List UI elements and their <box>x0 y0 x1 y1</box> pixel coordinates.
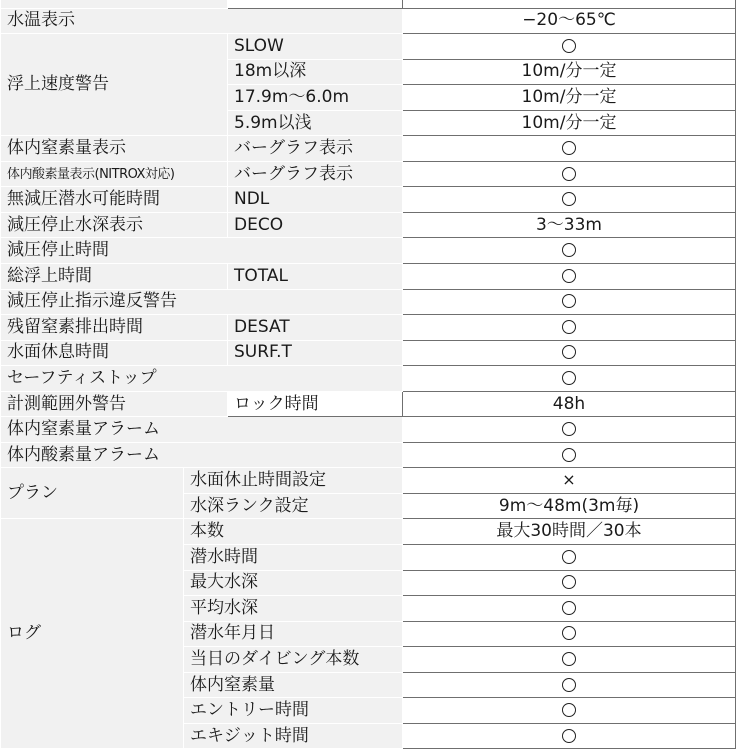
row-value: 10m/分一定 <box>403 59 736 85</box>
table-row <box>1 366 736 392</box>
circle-mark-icon <box>562 626 576 640</box>
row-sub: バーグラフ表示 <box>228 136 403 162</box>
row-label: 体内窒素量表示 <box>1 136 228 162</box>
log-item: 体内窒素量 <box>184 672 403 698</box>
log-item: エキジット時間 <box>184 723 403 749</box>
table-row <box>1 315 736 341</box>
table-row <box>1 136 736 162</box>
row-label: 計測範囲外警告 <box>1 391 228 417</box>
circle-mark-icon <box>562 729 576 743</box>
row-value <box>403 289 736 315</box>
row-value <box>403 417 736 443</box>
log-label: ログ <box>1 519 184 749</box>
row-label: 無減圧潜水可能時間 <box>1 187 228 213</box>
row-value <box>403 442 736 468</box>
table-row <box>1 468 736 494</box>
row-sub: TOTAL <box>228 264 403 290</box>
circle-mark-icon <box>562 652 576 666</box>
row-value <box>403 723 736 749</box>
row-sub <box>228 0 403 8</box>
row-sub: DECO <box>228 212 403 238</box>
table-row <box>1 391 736 417</box>
row-value <box>403 315 736 341</box>
plan-label: プラン <box>1 468 184 519</box>
table-row <box>1 8 736 34</box>
row-value <box>403 621 736 647</box>
log-item: 平均水深 <box>184 596 403 622</box>
circle-mark-icon <box>562 575 576 589</box>
row-label: セーフティストップ <box>1 366 403 392</box>
table-row <box>1 519 736 545</box>
circle-mark-icon <box>562 320 576 334</box>
row-label: 浮上速度警告 <box>1 34 228 136</box>
row-value <box>403 238 736 264</box>
row-value <box>403 672 736 698</box>
row-sub: SLOW <box>228 34 403 60</box>
circle-mark-icon <box>562 141 576 155</box>
row-value <box>403 187 736 213</box>
row-value <box>403 570 736 596</box>
plan-item: 水面休止時間設定 <box>184 468 403 494</box>
row-value: 10m/分一定 <box>403 85 736 111</box>
row-label: 水温表示 <box>1 8 403 34</box>
table-row <box>1 161 736 187</box>
circle-mark-icon <box>562 703 576 717</box>
row-sub: 18m以深 <box>228 59 403 85</box>
table-row <box>1 34 736 60</box>
row-sub: バーグラフ表示 <box>228 161 403 187</box>
row-value: 3〜33m <box>403 212 736 238</box>
circle-mark-icon <box>562 550 576 564</box>
row-value <box>403 647 736 673</box>
circle-mark-icon <box>562 601 576 615</box>
circle-mark-icon <box>562 422 576 436</box>
row-value <box>403 161 736 187</box>
table-row <box>1 340 736 366</box>
table-row <box>1 417 736 443</box>
table-row <box>1 238 736 264</box>
row-value <box>403 545 736 571</box>
row-sub: 17.9m〜6.0m <box>228 85 403 111</box>
log-item: 本数 <box>184 519 403 545</box>
row-label: 体内窒素量アラーム <box>1 417 403 443</box>
row-label: 減圧停止水深表示 <box>1 212 228 238</box>
table-row <box>1 442 736 468</box>
row-label: 水面休息時間 <box>1 340 228 366</box>
row-sub: NDL <box>228 187 403 213</box>
row-sub: DESAT <box>228 315 403 341</box>
circle-mark-icon <box>562 269 576 283</box>
row-value: 48h <box>403 391 736 417</box>
table-row <box>1 0 736 8</box>
circle-mark-icon <box>562 243 576 257</box>
row-value <box>403 596 736 622</box>
log-item: 最大水深 <box>184 570 403 596</box>
circle-mark-icon <box>562 678 576 692</box>
cross-mark-icon: × <box>562 470 576 490</box>
row-value <box>403 698 736 724</box>
circle-mark-icon <box>562 192 576 206</box>
row-label: 残留窒素排出時間 <box>1 315 228 341</box>
row-value <box>403 0 736 8</box>
row-value <box>403 264 736 290</box>
row-sub: ロック時間 <box>228 391 403 417</box>
plan-item: 水深ランク設定 <box>184 493 403 519</box>
table-row <box>1 289 736 315</box>
log-item: 潜水年月日 <box>184 621 403 647</box>
circle-mark-icon <box>562 371 576 385</box>
circle-mark-icon <box>562 345 576 359</box>
row-label: 総浮上時間 <box>1 264 228 290</box>
circle-mark-icon <box>562 448 576 462</box>
row-value <box>403 468 736 494</box>
row-value: 9m〜48m(3m毎) <box>403 493 736 519</box>
circle-mark-icon <box>562 167 576 181</box>
log-item: 潜水時間 <box>184 545 403 571</box>
table-row <box>1 264 736 290</box>
row-sub: SURF.T <box>228 340 403 366</box>
row-value: 10m/分一定 <box>403 110 736 136</box>
row-sub: 5.9m以浅 <box>228 110 403 136</box>
table-row <box>1 212 736 238</box>
row-value <box>403 136 736 162</box>
log-item: エントリー時間 <box>184 698 403 724</box>
row-value <box>403 340 736 366</box>
row-label <box>1 0 228 8</box>
circle-mark-icon <box>562 39 576 53</box>
table-row <box>1 187 736 213</box>
row-label: 減圧停止時間 <box>1 238 403 264</box>
row-value <box>403 34 736 60</box>
row-value: −20〜65℃ <box>403 8 736 34</box>
circle-mark-icon <box>562 294 576 308</box>
row-label: 体内酸素量表示(NITROX対応) <box>1 161 228 187</box>
row-value <box>403 366 736 392</box>
row-label: 体内酸素量アラーム <box>1 442 403 468</box>
row-value: 最大30時間／30本 <box>403 519 736 545</box>
log-item: 当日のダイビング本数 <box>184 647 403 673</box>
row-label: 減圧停止指示違反警告 <box>1 289 403 315</box>
